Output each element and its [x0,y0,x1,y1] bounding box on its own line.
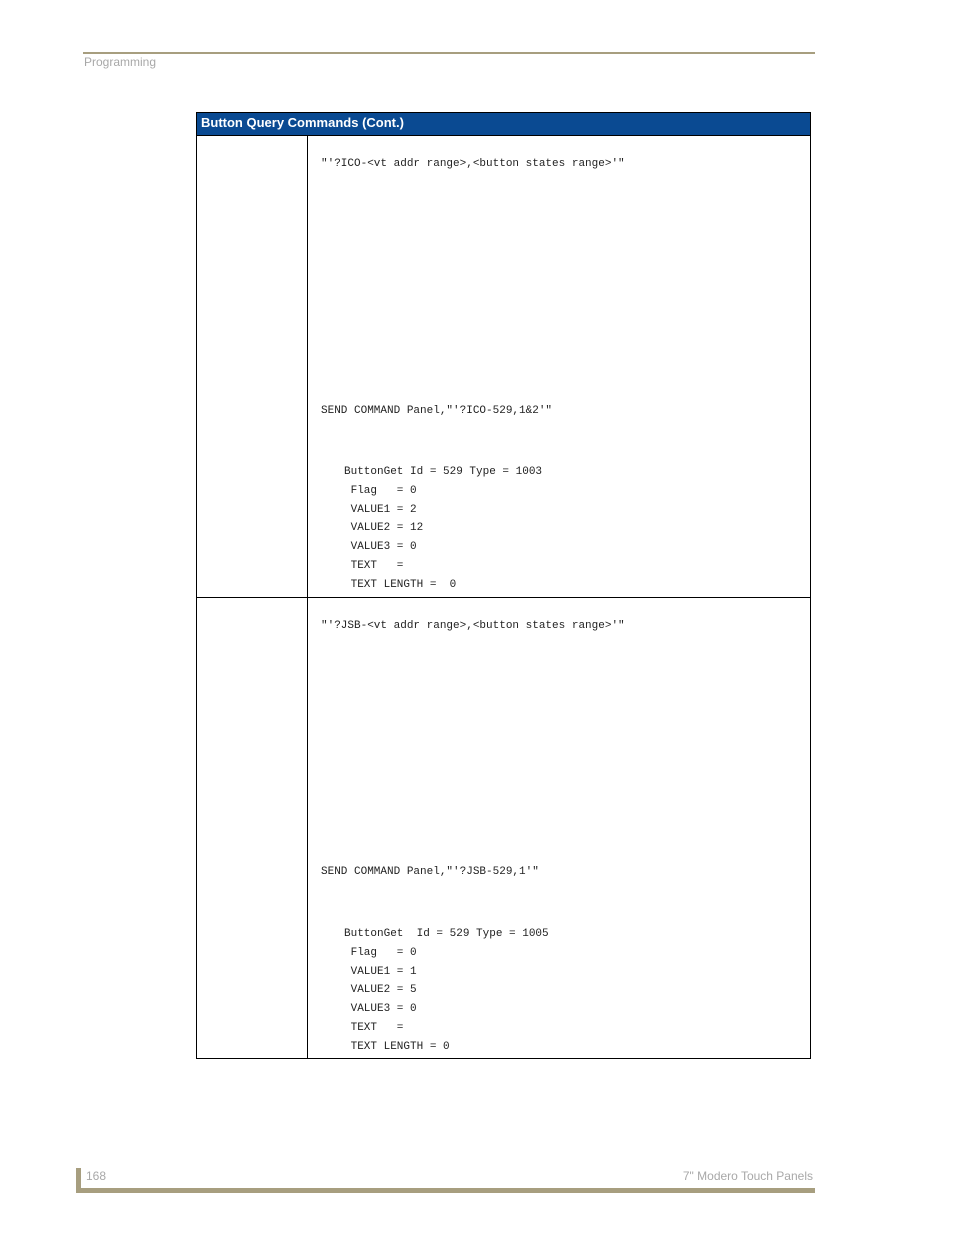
header-rule [83,52,815,54]
command-name-cell [197,598,308,1058]
table-row [197,598,810,1058]
example-output: ButtonGet Id = 529 Type = 1003 Flag = 0 VALUE1 = 2 VALUE2 = 12 VALUE3 = 0 TEXT = TEXT LENGTH = 0 [344,466,543,591]
button-query-commands-table [196,112,811,1059]
document-title: 7" Modero Touch Panels [682,1169,813,1183]
example-output: ButtonGet Id = 529 Type = 1005 Flag = 0 VALUE1 = 1 VALUE2 = 5 VALUE3 = 0 TEXT = TEXT LENGTH = 0 [344,928,549,1053]
table-row [197,136,810,598]
command-description-cell [308,598,810,1058]
page-number: 168 [86,1169,107,1183]
table-title: Button Query Commands (Cont.) [197,113,810,136]
command-name-cell [197,136,308,597]
syntax-text: "'?JSB-<vt addr range>,<button states range>'" [321,620,625,632]
example-text: SEND COMMAND Panel,"'?ICO-529,1&2'" [321,405,553,417]
footer-rule [76,1188,815,1193]
example-text: SEND COMMAND Panel,"'?JSB-529,1'" [321,866,539,878]
section-label: Programming [84,55,157,69]
command-description-cell [308,136,810,597]
syntax-text: "'?ICO-<vt addr range>,<button states range>'" [321,158,625,170]
